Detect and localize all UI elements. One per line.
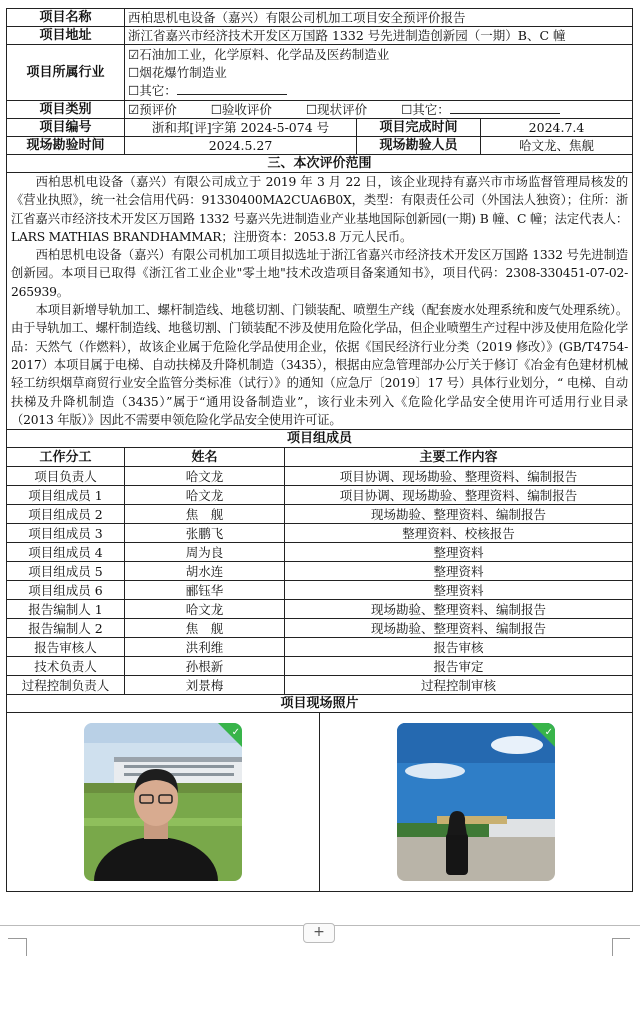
member-work: 整理资料 [285, 562, 633, 581]
members-table [6, 429, 633, 713]
member-role: 项目组成员 1 [7, 486, 125, 505]
photo-cell-left [7, 713, 320, 892]
member-name: 刘景梅 [125, 676, 285, 695]
members-header-work: 主要工作内容 [285, 448, 633, 467]
member-row [7, 505, 633, 524]
industry-option-other[interactable]: ☐其它： [128, 82, 629, 100]
member-row [7, 524, 633, 543]
member-role: 项目组成员 2 [7, 505, 125, 524]
members-header-name: 姓名 [125, 448, 285, 467]
photo-1-check-badge [218, 723, 242, 747]
member-role: 报告审核人 [7, 638, 125, 657]
type-option-accept[interactable]: ☐验收评价 [210, 102, 272, 117]
member-row [7, 486, 633, 505]
info-table [6, 8, 633, 430]
member-work: 整理资料 [285, 581, 633, 600]
survey-date-value: 2024.5.27 [125, 137, 357, 155]
member-name: 孙根新 [125, 657, 285, 676]
member-name: 郦钰华 [125, 581, 285, 600]
industry-option-chemical[interactable]: ☑石油加工业，化学原料、化学品及医药制造业 [128, 46, 390, 62]
project-name-label: 项目名称 [7, 9, 125, 27]
type-option-pre[interactable]: ☑预评价 [128, 102, 177, 117]
member-role: 报告编制人 2 [7, 619, 125, 638]
completion-date-label: 项目完成时间 [357, 119, 481, 137]
page-corner-mark-right [612, 938, 630, 957]
scope-paragraph-3: 本项目新增导轨加工、螺杆制造线、地毯切割、门锁装配、喷塑生产线（配套废水处理系统和废气处理系统）。由于导轨加工、螺杆制造线、地毯切割、门锁装配不涉及使用危险化学品，但企业喷塑生产过程中涉及使用危险化学品：天然气（作燃料），故该企业属于危险化学品使用企业，依据《国民经济行业分类（2019 修改）》(GB/T4754-2017）本项目属于电梯、自动扶梯及升降机制造（3435），根据由应急管理部办公厅关于修订《冶金有色建材机械轻工纺织烟草商贸行业安全监管分类标准（试行）》的通知（应急厅〔2019〕17 号）具体行业划分，“ 电梯、自动扶梯及升降机制造（3435）”属于“通用设备制造业”，该行业未列入《危险化学品安全使用许可适用行业目录（2013 年版）》因此不需要申领危险化学品安全使用许可证。 [11, 303, 629, 427]
project-address-value: 浙江省嘉兴市经济技术开发区万国路 1332 号先进制造创新园（一期）B、C 幢 [125, 27, 633, 45]
add-page-button[interactable]: + [303, 923, 335, 943]
project-type-label: 项目类别 [7, 101, 125, 119]
type-option-status[interactable]: ☐现状评价 [305, 102, 368, 117]
member-work: 报告审定 [285, 657, 633, 676]
project-code-label: 项目编号 [7, 119, 125, 137]
member-work: 整理资料、校核报告 [285, 524, 633, 543]
member-name: 哈文龙 [125, 467, 285, 486]
surveyor-value: 哈文龙、焦舰 [481, 137, 633, 155]
members-section-title: 项目组成员 [7, 430, 633, 448]
member-role: 过程控制负责人 [7, 676, 125, 695]
industry-option-fireworks[interactable]: ☐烟花爆竹制造业 [128, 64, 227, 80]
page-corner-mark-left-v [26, 938, 45, 956]
scope-paragraph-2: 西柏思机电设备（嘉兴）有限公司机加工项目拟选址于浙江省嘉兴市经济技术开发区万国路 1332 号先进制造创新园。本项目已取得《浙江省工业企业"零土地"技术改造项目备案通知书》，项目代码：2308-330451-07-02-265939。 [11, 248, 629, 299]
member-row [7, 543, 633, 562]
photos-table [6, 712, 633, 892]
member-name: 周为良 [125, 543, 285, 562]
member-role: 项目组成员 4 [7, 543, 125, 562]
member-name: 焦 舰 [125, 505, 285, 524]
member-row [7, 562, 633, 581]
member-work: 现场勘验、整理资料、编制报告 [285, 505, 633, 524]
member-name: 张鹏飞 [125, 524, 285, 543]
member-name: 洪利维 [125, 638, 285, 657]
member-row [7, 467, 633, 486]
type-other-blank [450, 101, 560, 114]
member-role: 项目组成员 5 [7, 562, 125, 581]
member-work: 现场勘验、整理资料、编制报告 [285, 619, 633, 638]
member-role: 项目负责人 [7, 467, 125, 486]
page-corner-mark-right-v [594, 938, 613, 956]
member-role: 项目组成员 3 [7, 524, 125, 543]
project-code-value: 浙和邦[评]字第 2024-5-074 号 [125, 119, 357, 137]
scope-paragraph-1: 西柏思机电设备（嘉兴）有限公司成立于 2019 年 3 月 22 日，该企业现持有嘉兴市市场监督管理局核发的《营业执照》，统一社会信用代码：91330400MA2CUA6B0X，类型：有限责任公司（外国法人独资）；住所：浙江省嘉兴市经济技术开发区万国路 1332 号嘉兴先进制造业产业基地国际创新园(一期) B 幢、C 幢；法定代表人：LARS MATHIAS BRANDHAMMAR；注册资本：2053.8 万元人民币。 [11, 175, 629, 244]
member-work: 报告审核 [285, 638, 633, 657]
member-row [7, 657, 633, 676]
completion-date-value: 2024.7.4 [481, 119, 633, 137]
photo-cell-right [320, 713, 633, 892]
industry-label: 项目所属行业 [7, 45, 125, 101]
check-icon: ✓ [231, 727, 240, 739]
member-work: 整理资料 [285, 543, 633, 562]
member-work: 项目协调、现场勘验、整理资料、编制报告 [285, 486, 633, 505]
member-role: 报告编制人 1 [7, 600, 125, 619]
member-role: 技术负责人 [7, 657, 125, 676]
member-name: 哈文龙 [125, 486, 285, 505]
member-work: 现场勘验、整理资料、编制报告 [285, 600, 633, 619]
surveyor-label: 现场勘验人员 [357, 137, 481, 155]
report-page [6, 8, 632, 892]
photos-section-title: 项目现场照片 [7, 695, 633, 713]
member-row [7, 600, 633, 619]
site-photo-1[interactable] [84, 723, 242, 881]
member-row [7, 676, 633, 695]
photo-2-check-badge [531, 723, 555, 747]
scope-section-title: 三、本次评价范围 [7, 155, 633, 173]
page-corner-mark-left [8, 938, 26, 957]
members-header-role: 工作分工 [7, 448, 125, 467]
member-row [7, 619, 633, 638]
member-name: 胡水连 [125, 562, 285, 581]
survey-date-label: 现场勘验时间 [7, 137, 125, 155]
other-blank-line [177, 82, 287, 95]
member-name: 哈文龙 [125, 600, 285, 619]
check-icon: ✓ [544, 727, 553, 739]
members-body [7, 467, 633, 695]
scope-text [7, 173, 633, 430]
member-row [7, 638, 633, 657]
site-photo-2[interactable] [397, 723, 555, 881]
industry-options [125, 45, 633, 101]
project-address-label: 项目地址 [7, 27, 125, 45]
project-type-options [125, 101, 633, 119]
member-row [7, 581, 633, 600]
member-work: 项目协调、现场勘验、整理资料、编制报告 [285, 467, 633, 486]
member-name: 焦 舰 [125, 619, 285, 638]
type-option-other[interactable]: ☐其它： [401, 102, 450, 117]
member-role: 项目组成员 6 [7, 581, 125, 600]
member-work: 过程控制审核 [285, 676, 633, 695]
project-name-value: 西柏思机电设备（嘉兴）有限公司机加工项目安全预评价报告 [125, 9, 633, 27]
